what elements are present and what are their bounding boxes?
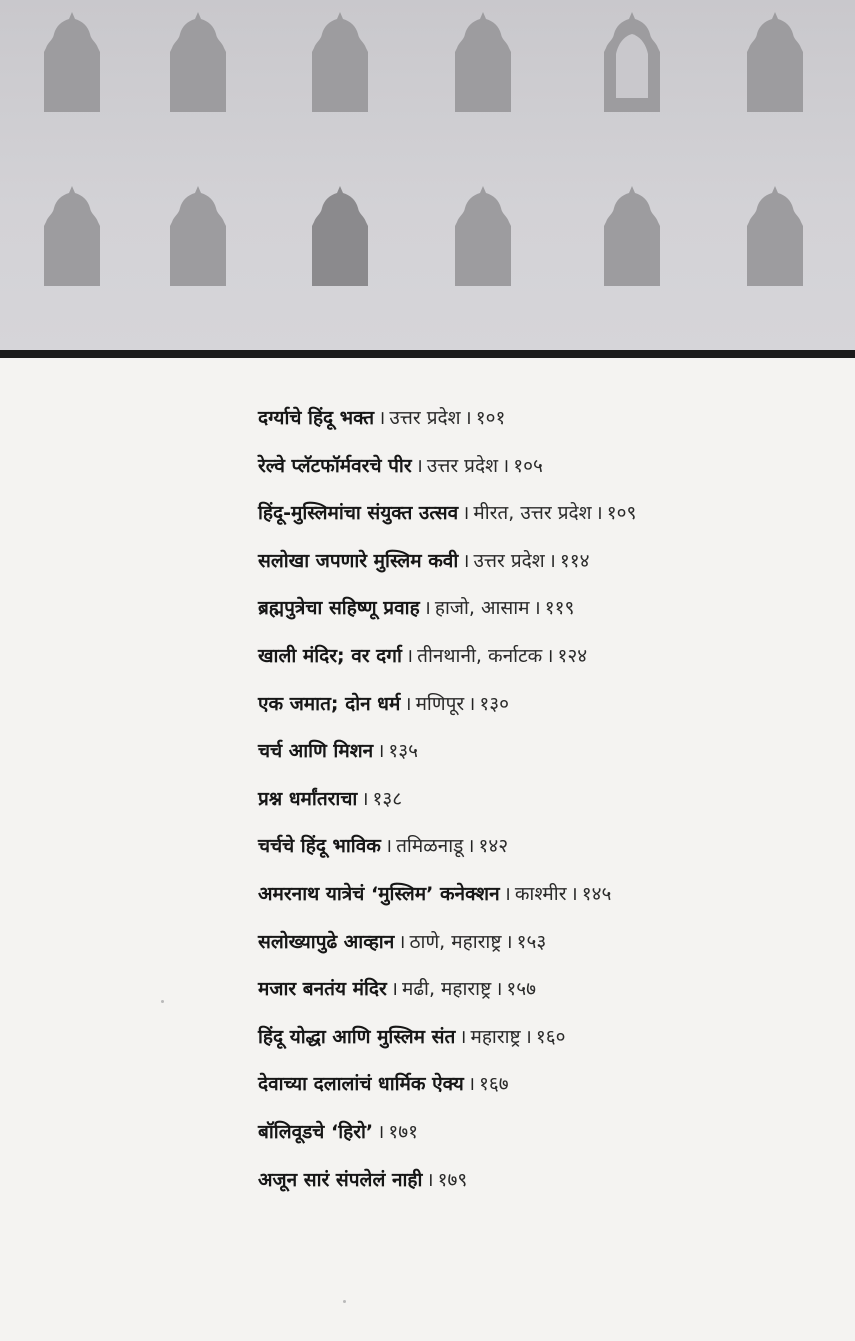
toc-separator: । [378, 407, 386, 429]
table-of-contents [258, 395, 838, 1204]
toc-entry [258, 443, 838, 491]
toc-entry-place: महाराष्ट्र [470, 1025, 521, 1048]
toc-entry-title: हिंदू-मुस्लिमांचा संयुक्त उत्सव [258, 502, 459, 525]
toc-entry-page-number: १७९ [437, 1168, 468, 1191]
toc-entry [258, 871, 838, 919]
toc-entry [258, 1014, 838, 1062]
divider-rule [0, 350, 855, 358]
paper-speck [161, 1000, 164, 1003]
toc-entry-page-number: १२४ [557, 644, 588, 667]
toc-entry-place: ठाणे, महाराष्ट्र [409, 930, 502, 953]
toc-separator: । [524, 1025, 532, 1048]
toc-separator: । [495, 978, 503, 1001]
toc-entry-page-number: १३० [479, 692, 509, 715]
toc-entry [258, 538, 838, 586]
toc-entry-place: उत्तर प्रदेश [389, 407, 461, 429]
toc-entry-place: तीनथानी, कर्नाटक [417, 644, 543, 667]
toc-entry [258, 490, 838, 538]
toc-separator: । [361, 787, 369, 810]
toc-entry [258, 728, 838, 776]
toc-entry-place: मीरत, उत्तर प्रदेश [473, 502, 592, 525]
decorative-banner [0, 0, 855, 352]
toc-separator: । [548, 549, 556, 572]
toc-entry-place: मणिपूर [415, 692, 465, 715]
toc-entry [258, 1109, 838, 1157]
toc-entry [258, 585, 838, 633]
domed-arch-window-icon [455, 186, 511, 286]
toc-entry-place: मढी, महाराष्ट्र [401, 978, 492, 1001]
toc-separator: । [405, 644, 414, 667]
toc-entry-place: उत्तर प्रदेश [426, 454, 498, 477]
toc-entry-place: हाजो, आसाम [434, 597, 530, 620]
toc-entry-title: हिंदू योद्धा आणि मुस्लिम संत [258, 1025, 456, 1048]
toc-separator: । [546, 644, 554, 667]
toc-entry-title: अमरनाथ यात्रेचं ‘मुस्लिम’ कनेक्शन [258, 882, 500, 905]
toc-entry-page-number: १५७ [506, 978, 537, 1001]
toc-entry-page-number: ११४ [559, 549, 590, 572]
toc-separator: । [505, 930, 513, 953]
toc-entry-title: प्रश्न धर्मांतराचा [258, 787, 358, 810]
domed-arch-window-icon [312, 12, 368, 112]
toc-entry-page-number: १५३ [516, 930, 547, 953]
toc-entry [258, 776, 838, 824]
domed-arch-window-icon [170, 12, 226, 112]
paper-speck [343, 1300, 346, 1303]
toc-entry-title: बॉलिवूडचे ‘हिरो’ [258, 1120, 374, 1143]
toc-entry-page-number: १४५ [581, 882, 612, 905]
toc-entry-page-number: १३५ [388, 740, 419, 763]
toc-separator: । [462, 502, 470, 525]
toc-entry-title: सलोख्यापुढे आव्हान [258, 930, 395, 953]
toc-entry [258, 395, 838, 443]
toc-entry-title: मजार बनतंय मंदिर [258, 978, 387, 1001]
domed-arch-window-icon [747, 186, 803, 286]
toc-separator: । [462, 549, 470, 572]
toc-entry [258, 681, 838, 729]
toc-separator: । [467, 1073, 476, 1096]
toc-separator: । [570, 882, 578, 905]
toc-separator: । [404, 692, 412, 715]
toc-entry-title: एक जमात; दोन धर्म [258, 692, 401, 715]
toc-separator: । [595, 502, 603, 525]
toc-entry-place: उत्तर प्रदेश [473, 549, 545, 572]
toc-separator: । [459, 1025, 467, 1048]
domed-arch-window-icon [44, 12, 100, 112]
toc-separator: । [423, 597, 431, 620]
toc-entry-title: खाली मंदिर; वर दर्गा [258, 644, 402, 667]
domed-arch-window-icon [604, 186, 660, 286]
toc-separator: । [468, 692, 476, 715]
toc-entry-page-number: १४२ [478, 835, 509, 858]
toc-entry-place: तमिळनाडू [396, 835, 464, 858]
toc-entry [258, 1157, 838, 1205]
toc-entry-page-number: १६० [535, 1025, 566, 1048]
toc-entry [258, 966, 838, 1014]
toc-separator: । [501, 454, 510, 477]
toc-entry [258, 1061, 838, 1109]
domed-arch-window-icon [747, 12, 803, 112]
toc-entry-title: रेल्वे प्लॅटफॉर्मवरचे पीर [258, 454, 412, 477]
toc-separator: । [464, 407, 472, 429]
toc-entry-title: अजून सारं संपलेलं नाही [258, 1168, 423, 1191]
toc-separator: । [377, 1120, 385, 1143]
domed-arch-window-icon [455, 12, 511, 112]
toc-entry-page-number: १६७ [479, 1073, 509, 1096]
toc-entry-page-number: १३८ [372, 787, 403, 810]
toc-separator: । [503, 882, 511, 905]
toc-entry [258, 919, 838, 967]
toc-entry-title: ब्रह्मपुत्रेचा सहिष्णू प्रवाह [258, 597, 420, 620]
domed-arch-window-icon [170, 186, 226, 286]
domed-arch-window-icon [604, 12, 660, 112]
toc-entry-title: देवाच्या दलालांचं धार्मिक ऐक्य [258, 1073, 464, 1096]
toc-entry-place: काश्मीर [514, 882, 567, 905]
toc-entry-title: सलोखा जपणारे मुस्लिम कवी [258, 549, 459, 572]
toc-separator: । [426, 1168, 434, 1191]
toc-separator: । [533, 597, 541, 620]
toc-entry-page-number: १७१ [388, 1120, 418, 1143]
domed-arch-window-icon [44, 186, 100, 286]
toc-separator: । [377, 740, 385, 763]
toc-separator: । [398, 930, 406, 953]
toc-entry [258, 633, 838, 681]
toc-separator: । [415, 454, 423, 477]
toc-entry-page-number: १०९ [606, 502, 637, 525]
toc-entry-title: चर्चचे हिंदू भाविक [258, 835, 381, 858]
toc-separator: । [467, 835, 475, 858]
toc-entry [258, 823, 838, 871]
toc-entry-title: चर्च आणि मिशन [258, 740, 374, 763]
toc-separator: । [384, 835, 393, 858]
toc-entry-page-number: ११९ [544, 597, 575, 620]
domed-arch-window-icon [312, 186, 368, 286]
toc-entry-page-number: १०५ [513, 454, 543, 477]
toc-separator: । [390, 978, 398, 1001]
toc-entry-page-number: १०१ [475, 407, 506, 429]
toc-entry-title: दर्ग्याचे हिंदू भक्त [258, 407, 375, 429]
